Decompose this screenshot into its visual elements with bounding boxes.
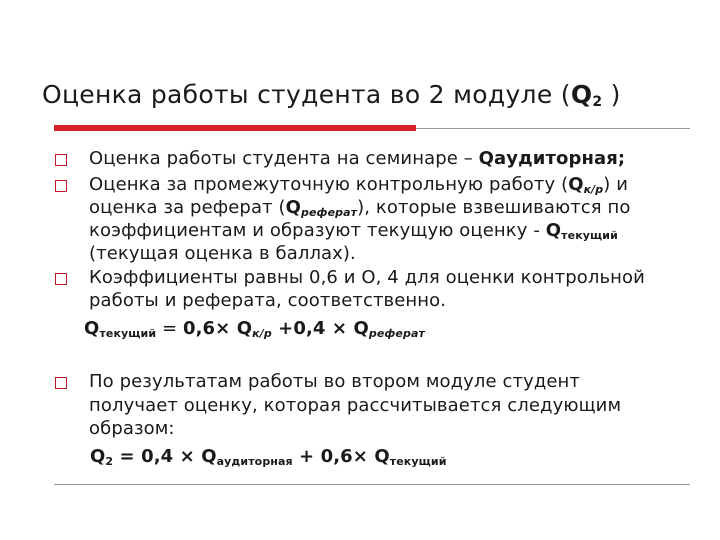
bullet-3-line-2: работы и реферата, соответственно. <box>89 290 447 311</box>
bullet-square-icon <box>55 377 67 389</box>
bullet-4-line-3: образом: <box>89 418 175 439</box>
slide-title: Оценка работы студента во 2 модуле ($Q_2$ ) <box>42 80 621 110</box>
bullet-square-icon <box>55 273 67 285</box>
bullet-2-line-2: оценка за реферат $(Q_{реферат})$, которые взвешиваются по <box>89 197 631 219</box>
bullet-2-line-1: Оценка за промежуточную контрольную работу $(Q_{к/р})$ и <box>89 174 629 196</box>
bullet-4-line-2: получает оценку, которая рассчитывается следующим <box>89 395 622 416</box>
formula-current-grade: $Q_{текущий} = 0,6\times Q_{к/р} +0,4 \times Q_{реферат}$ <box>84 318 425 340</box>
bullet-square-icon <box>55 180 67 192</box>
title-q: Q <box>570 80 593 109</box>
bottom-divider <box>54 484 690 485</box>
bullet-3-line-1: Коэффициенты равны 0,6 и О, 4 для оценки контрольной <box>89 267 645 288</box>
title-accent-bar <box>54 125 416 131</box>
bullet-2-line-4: (текущая оценка в баллах). <box>89 243 356 264</box>
bullet-1-text: Оценка работы студента на семинаре – Qаудиторная; <box>89 148 626 169</box>
bullet-square-icon <box>55 154 67 166</box>
formula-module-grade: $Q_2 = 0,4 \times Q_{аудиторная} + 0,6\times Q_{текущий}$ <box>90 446 447 468</box>
bullet-2-line-3: коэффициентам и образуют текущую оценку - $Q_{текущий}$ <box>89 220 618 242</box>
bullet-4-line-1: По результатам работы во втором модуле студент <box>89 371 581 392</box>
